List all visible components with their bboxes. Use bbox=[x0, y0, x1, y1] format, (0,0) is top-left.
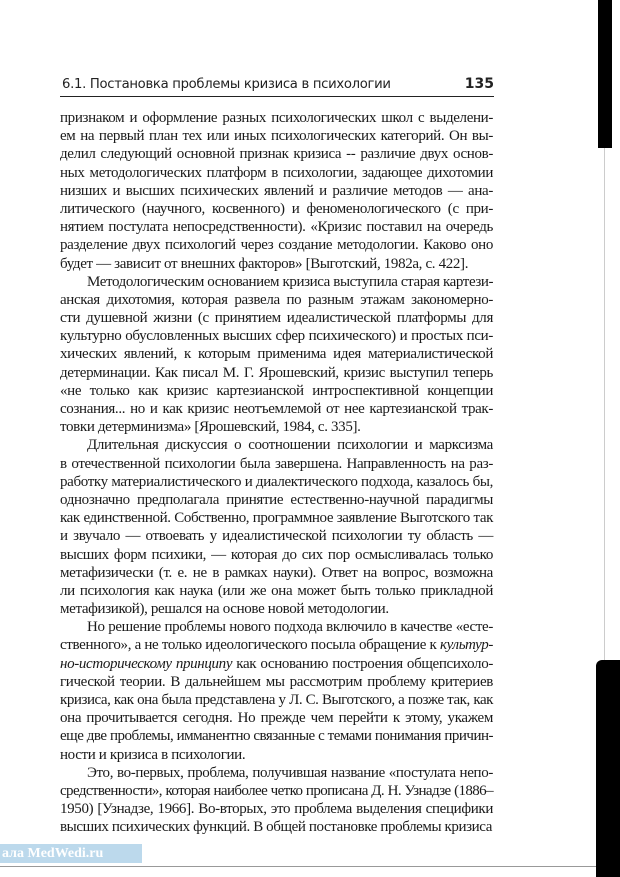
text-line bbox=[60, 655, 493, 673]
text-line: однозначно предполагала принятие естественно-научной парадигмы bbox=[60, 491, 493, 508]
text-line: делил следующий основной признак кризиса -- различие двух основ- bbox=[60, 146, 493, 163]
watermark: ала MedWedi.ru bbox=[0, 844, 142, 863]
text-line: нятием постулата непосредственности). «Кризис поставил на очередь bbox=[60, 219, 493, 236]
running-header bbox=[60, 74, 494, 97]
text-line: средственности», которая наиболее четко прописана Д. Н. Узнадзе (1886– bbox=[60, 782, 493, 799]
text-line: литического (научного, косвенного) и феноменологического (с при- bbox=[60, 200, 493, 217]
text-line: сознания... но и как кризис неотъемлемой от нее картезианской трак- bbox=[60, 401, 493, 417]
text-line: 1950) [Узнадзе, 1966]. Во-вторых, это проблема выделения специфики bbox=[60, 801, 493, 818]
paragraph bbox=[60, 436, 493, 618]
page-body-text bbox=[60, 109, 493, 837]
text-line: и звучало — отвоевать у идеалистической психологии ту область — bbox=[60, 528, 493, 545]
text-line: ных методологических платформ в психологии, задающее дихотомии bbox=[60, 164, 493, 181]
italic-text: но-историческому принципу bbox=[60, 655, 233, 672]
text-line: работку материалистического и диалектического подхода, казалось бы, bbox=[60, 473, 493, 490]
text-line: анская дихотомия, которая развела по разным этажам закономерно- bbox=[60, 291, 493, 308]
text-line: разделение двух психологий через создание методологии. Каково оно bbox=[60, 237, 493, 254]
text-segment: ственного», а не только идеологического посыла обращение к bbox=[60, 637, 440, 654]
section-title: 6.1. Постановка проблемы кризиса в психологии bbox=[62, 77, 391, 92]
text-line: Но решение проблемы нового подхода включило в качестве «есте- bbox=[87, 619, 493, 636]
text-line: еще две проблемы, имманентно связанные с темами понимания причин- bbox=[60, 728, 493, 745]
text-line: как единственной. Собственно, программное заявление Выготского так bbox=[60, 510, 493, 527]
scan-edge-line bbox=[604, 148, 605, 660]
italic-text: культур- bbox=[439, 637, 493, 654]
text-line: низших и высших психических явлений и различие методов — ана- bbox=[60, 182, 493, 199]
text-line: товки детерминизма» [Ярошевский, 1984, с. 335]. bbox=[60, 419, 361, 436]
text-line: метафизикой), решался на основе новой методологии. bbox=[60, 601, 389, 618]
text-segment: как основанию построения общепсихоло- bbox=[232, 655, 493, 672]
text-line: культурно обусловленных высших сфер психического) и простых пси- bbox=[60, 328, 493, 345]
text-line: хических явлений, к которым применима идея материалистической bbox=[60, 346, 493, 363]
text-line: Методологическим основанием кризиса выступила старая картези- bbox=[87, 273, 494, 290]
text-line: признаком и оформление разных психологических школ с выделени- bbox=[60, 110, 493, 126]
text-line: гической теории. В дальнейшем мы рассмотрим проблему критериев bbox=[60, 673, 493, 690]
paragraph bbox=[60, 109, 493, 273]
text-line: Это, во-первых, проблема, получившая название «постулата непо- bbox=[87, 764, 493, 781]
text-line: ли психология как наука (или же она может быть только прикладной bbox=[60, 582, 493, 599]
text-line bbox=[60, 636, 493, 654]
page-number: 135 bbox=[464, 76, 494, 92]
paragraph bbox=[60, 273, 493, 437]
text-line: кризиса, как она была представлена у Л. С. Выготского, а позже так, как bbox=[60, 692, 493, 708]
text-line: будет — зависит от внешних факторов» [Выготский, 1982а, с. 422]. bbox=[60, 255, 469, 272]
text-line: сти душевной жизни (с принятием идеалистической платформы для bbox=[60, 310, 493, 327]
text-line: в отечественной психологии была завершена. Направленность на раз- bbox=[60, 455, 493, 472]
scan-bottom-edge bbox=[0, 866, 596, 867]
text-line: Длительная дискуссия о соотношении психологии и марксизма bbox=[87, 437, 493, 454]
scan-edge-shadow-bottom bbox=[596, 660, 620, 877]
scan-edge-shadow-top bbox=[598, 0, 612, 148]
paragraph bbox=[60, 764, 493, 837]
text-line: «не только как кризис картезианской интроспективной концепции bbox=[60, 382, 493, 399]
text-line: ности и кризиса в психологии. bbox=[60, 746, 246, 763]
text-line: высших форм психики, — которая до сих пор осмысливалась только bbox=[60, 546, 493, 563]
text-line: она прочитывается сегодня. Но прежде чем перейти к этому, укажем bbox=[60, 710, 493, 727]
text-line: детерминации. Как писал М. Г. Ярошевский, кризис выступил теперь bbox=[60, 364, 493, 381]
text-line: высших психических функций. В общей постановке проблемы кризиса bbox=[60, 819, 493, 836]
paragraph bbox=[60, 618, 493, 764]
text-line: ем на первый план тех или иных психологических категорий. Он вы- bbox=[60, 128, 493, 145]
text-line: метафизически (т. е. не в рамках науки). Ответ на вопрос, возможна bbox=[60, 564, 493, 581]
